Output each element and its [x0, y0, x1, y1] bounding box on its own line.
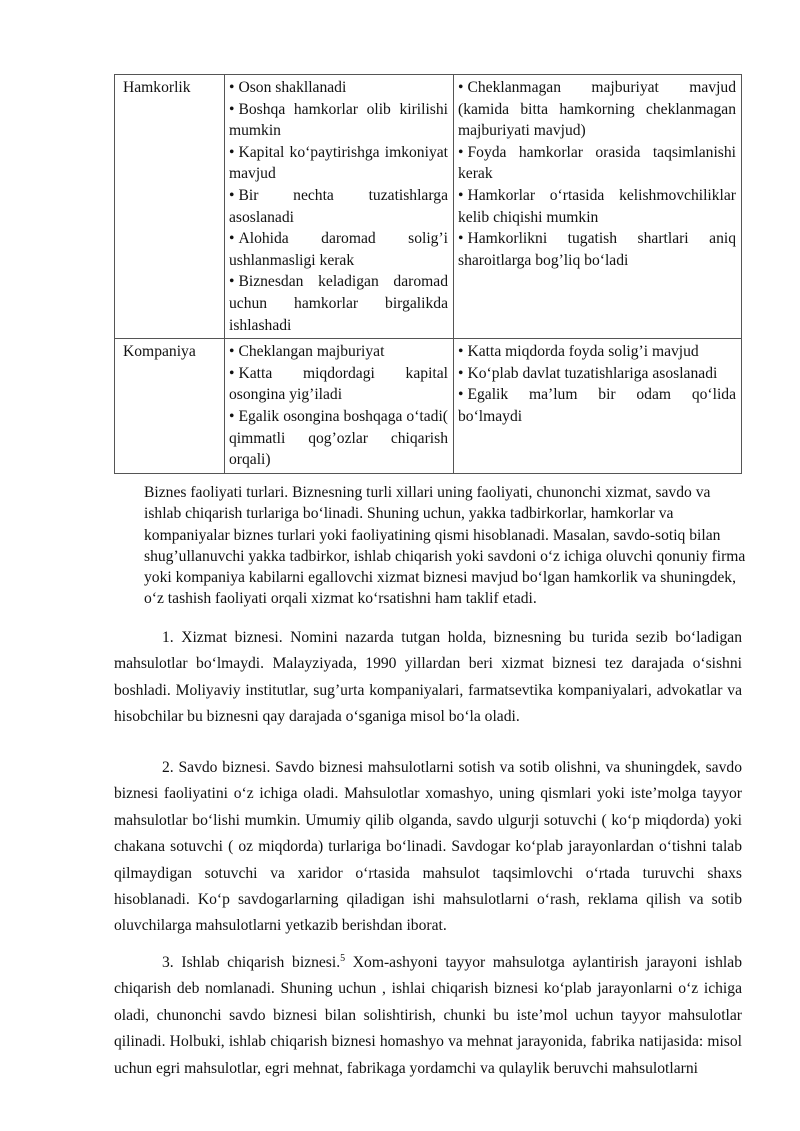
paragraph-manufacturing-business — [114, 950, 742, 1082]
bullet-icon: • — [229, 273, 235, 291]
list-item: • Bir nechta tuzatishlarga asoslanadi — [229, 186, 448, 226]
list-item: • Foyda hamkorlar orasida taqsimlanishi kerak — [458, 143, 736, 183]
bullet-icon: • — [229, 364, 235, 382]
list-item: • Oson shakllanadi — [229, 79, 347, 96]
paragraph-trade-business: 2. Savdo biznesi. Savdo biznesi mahsulotlarni sotish va sotib olishni, va shuningdek, savdo biznesi faoliyatini o‘z ichiga oladi. Mahsulotlar xomashyo, uning qismlari yoki iste’molga tayyor mahsulotlar bo‘lishi mumkin. Umumiy qilib olganda, savdo ulgurji sotuvchi ( ko‘p miqdorda) yoki chakana sotuvchi ( oz miqdorda) turlariga bo‘linadi. Savdogar ko‘plab jarayonlardan o‘tishni talab qilmaydigan sotuvchi va xaridor o‘rtasida mahsulot taqsimlovchi o‘rtada turuvchi shaxs hisoblanadi. Ko‘p savdogarlarning qiladigan ishi mahsulotlarni o‘rash, reklama qilish va sotib oluvchilarga mahsulotlarni yetkazib berishdan iborat. — [114, 759, 742, 935]
list-item: • Ko‘plab davlat tuzatishlariga asoslanadi — [458, 364, 718, 382]
list-item: • Katta miqdordagi kapital osongina yig’iladi — [229, 364, 448, 404]
list-item: • Egalik ma’lum bir odam qo‘lida bo‘lmaydi — [458, 386, 736, 425]
bullet-icon: • — [229, 343, 235, 361]
list-item: • Hamkorlar o‘rtasida kelishmovchiliklar kelib chiqishi mumkin — [458, 186, 736, 226]
table-row — [115, 75, 742, 339]
bullet-icon: • — [229, 186, 235, 204]
business-type-cell: Hamkorlik — [115, 75, 225, 339]
bullet-icon: • — [229, 407, 235, 425]
table-row — [115, 339, 742, 474]
bullet-icon: • — [458, 79, 464, 96]
bullet-icon: • — [458, 364, 464, 382]
list-item: • Kapital ko‘paytirishga imkoniyat mavjud — [229, 143, 448, 183]
list-item: • Biznesdan keladigan daromad uchun hamkorlar birgalikda ishlashadi — [229, 273, 448, 334]
list-item: • Cheklangan majburiyat — [229, 343, 385, 361]
paragraph-lead: 3. Ishlab chiqarish biznesi. — [162, 954, 341, 971]
bullet-icon: • — [229, 143, 235, 161]
bullet-icon: • — [458, 230, 464, 248]
bullet-icon: • — [458, 386, 464, 404]
bullet-icon: • — [458, 186, 464, 204]
intro-paragraph: Biznes faoliyati turlari. Biznesning turli xillari uning faoliyati, chunonchi xizmat, savdo va ishlab chiqarish turlariga bo‘linadi. Shuning uchun, yakka tadbirkorlar, hamkorlar va kompaniyalar biznes turlari yoki faoliyatining qismi hisoblanadi. Masalan, savdo-sotiq bilan shug’ullanuvchi yakka tadbirkor, ishlab chiqarish yoki savdoni o‘z ichiga oluvchi qonuniy firma yoki kompaniya kabilarni egallovchi xizmat biznesi mavjud bo‘lgan hamkorlik va shuningdek, o‘z tashish faoliyati orqali xizmat ko‘rsatishni ham taklif etadi. — [144, 484, 746, 608]
disadvantages-cell — [454, 339, 742, 474]
advantages-cell — [225, 75, 454, 339]
list-item: • Cheklanmagan majburiyat mavjud (kamida bitta hamkorning cheklanmagan majburiyati mavjud) — [458, 79, 736, 140]
paragraph-body: Xom-ashyoni tayyor mahsulotga aylantirish jarayoni ishlab chiqarish deb nomlanadi. Shuning uchun , ishlai chiqarish biznesi ko‘plab jarayonlarni o‘z ichiga oladi, chunonchi savdo biznesi bilan solishtirish, chunki bu iste’mol uchun tayyor mahsulotlar qilinadi. Holbuki, ishlab chiqarish biznesi homashyo va mehnat jarayonida, fabrika natijasida: misol uchun egri mahsulotlar, egri mehnat, fabrikaga yordamchi va qulaylik beruvchi mahsulotlarni — [114, 954, 742, 1077]
bullet-icon: • — [229, 79, 235, 96]
business-types-table — [114, 74, 742, 474]
bullet-icon: • — [458, 143, 464, 161]
list-item: • Alohida daromad solig’i ushlanmasligi kerak — [229, 230, 448, 269]
bullet-icon: • — [229, 230, 235, 248]
list-item: • Katta miqdorda foyda solig’i mavjud — [458, 343, 699, 361]
bullet-icon: • — [458, 343, 464, 361]
list-item: • Egalik osongina boshqaga o‘tadi( qimmatli qog’ozlar chiqarish orqali) — [229, 407, 448, 469]
footnote-marker[interactable]: 5 — [340, 952, 346, 964]
bullet-icon: • — [229, 100, 235, 118]
business-type-cell: Kompaniya — [115, 339, 225, 474]
paragraph-service-business: 1. Xizmat biznesi. Nomini nazarda tutgan holda, biznesning bu turida sezib bo‘ladigan mahsulotlar bo‘lmaydi. Malayziyada, 1990 yillardan beri xizmat biznesi tez darajada o‘sishni boshladi. Moliyaviy institutlar, sug’urta kompaniyalari, farmatsevtika kompaniyalari, advokatlar va hisobchilar bu biznesni qay darajada o‘sganiga misol bo‘la oladi. — [114, 629, 742, 726]
list-item: • Hamkorlikni tugatish shartlari aniq sharoitlarga bog’liq bo‘ladi — [458, 230, 736, 269]
advantages-cell — [225, 339, 454, 474]
list-item: • Boshqa hamkorlar olib kirilishi mumkin — [229, 100, 448, 140]
disadvantages-cell — [454, 75, 742, 339]
